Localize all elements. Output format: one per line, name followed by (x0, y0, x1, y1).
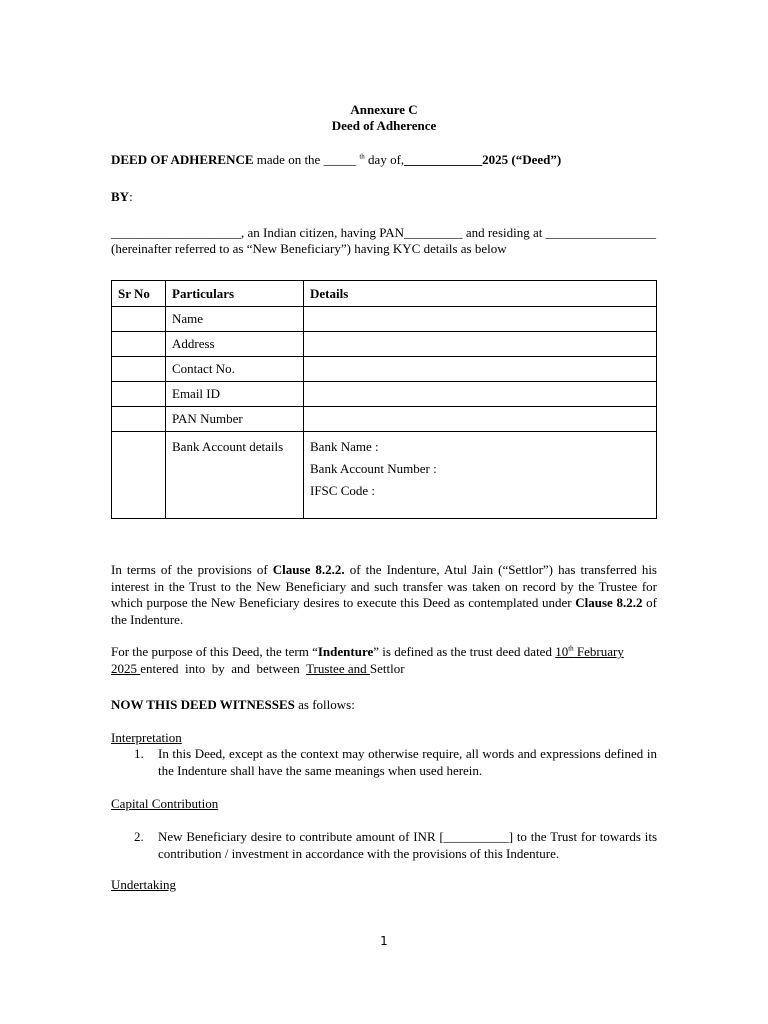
bank-name-field: Bank Name : (310, 439, 379, 454)
bank-account-field: Bank Account Number : (310, 461, 437, 476)
party-line-1[interactable]: ____________________, an Indian citizen, having PAN_________ and residing at _________________ (111, 225, 657, 240)
deed-label: DEED OF ADHERENCE (111, 152, 254, 167)
row-label-bank: Bank Account details (166, 432, 304, 519)
row-label-name: Name (166, 307, 304, 332)
item-2-number: 2. (134, 829, 144, 844)
item-1-number: 1. (134, 746, 144, 761)
table-row (112, 332, 657, 357)
paragraph-definition: For the purpose of this Deed, the term “Indenture” is defined as the trust deed dated 10th February 2025 entered into by and between Trustee and Settlor (111, 644, 624, 676)
kyc-table (111, 280, 657, 519)
contact-value-cell[interactable] (304, 357, 657, 382)
annexure-heading: Annexure C (350, 102, 418, 117)
address-value-cell[interactable] (304, 332, 657, 357)
table-row (112, 357, 657, 382)
ifsc-field: IFSC Code : (310, 483, 376, 498)
header-particulars: Particulars (166, 281, 304, 307)
year-deed: 2025 (“Deed”) (482, 152, 562, 167)
row-label-pan: PAN Number (166, 407, 304, 432)
paragraph-transfer: In terms of the provisions of Clause 8.2.2. of the Indenture, Atul Jain (“Settlor”) has transferred his interest in the Trust to the New Beneficiary and such transfer was taken on record by the Trustee for which purpose the New Beneficiary desires to execute this Deed as contemplated under Clause 8.2.2 of the Indenture. (111, 562, 657, 627)
deed-intro-line: DEED OF ADHERENCE made on the _____ $^{th}$ day of,____________2025 (“Deed”) (111, 152, 562, 167)
name-value-cell[interactable] (304, 307, 657, 332)
pan-value-cell[interactable] (304, 407, 657, 432)
witness-line: NOW THIS DEED WITNESSES as follows: (111, 697, 355, 712)
email-value-cell[interactable] (304, 382, 657, 407)
row-label-email: Email ID (166, 382, 304, 407)
table-row (112, 432, 657, 519)
table-row (112, 382, 657, 407)
bank-details-cell[interactable] (304, 432, 657, 519)
header-sr-no: Sr No (112, 281, 166, 307)
header-details: Details (304, 281, 657, 307)
item-2-text: New Beneficiary desire to contribute amount of INR [__________] to the Trust for towards its contribution / investment in accordance with the provisions of this Indenture. (158, 829, 657, 861)
date-blank[interactable]: ____________ (404, 152, 483, 167)
row-label-address: Address (166, 332, 304, 357)
by-line: BY: (111, 189, 133, 204)
table-row (112, 407, 657, 432)
item-1-text: In this Deed, except as the context may otherwise require, all words and expressions defined in the Indenture shall have the same meanings when used herein. (158, 746, 657, 778)
document-title: Deed of Adherence (331, 118, 437, 133)
row-label-contact: Contact No. (166, 357, 304, 382)
heading-interpretation: Interpretation (111, 730, 182, 745)
page-number: 1 (380, 934, 388, 948)
heading-capital-contribution: Capital Contribution (111, 796, 219, 811)
heading-undertaking: Undertaking (111, 877, 176, 892)
table-row (112, 307, 657, 332)
party-line-2: (hereinafter referred to as “New Beneficiary”) having KYC details as below (111, 241, 507, 256)
table-header-row (112, 281, 657, 307)
